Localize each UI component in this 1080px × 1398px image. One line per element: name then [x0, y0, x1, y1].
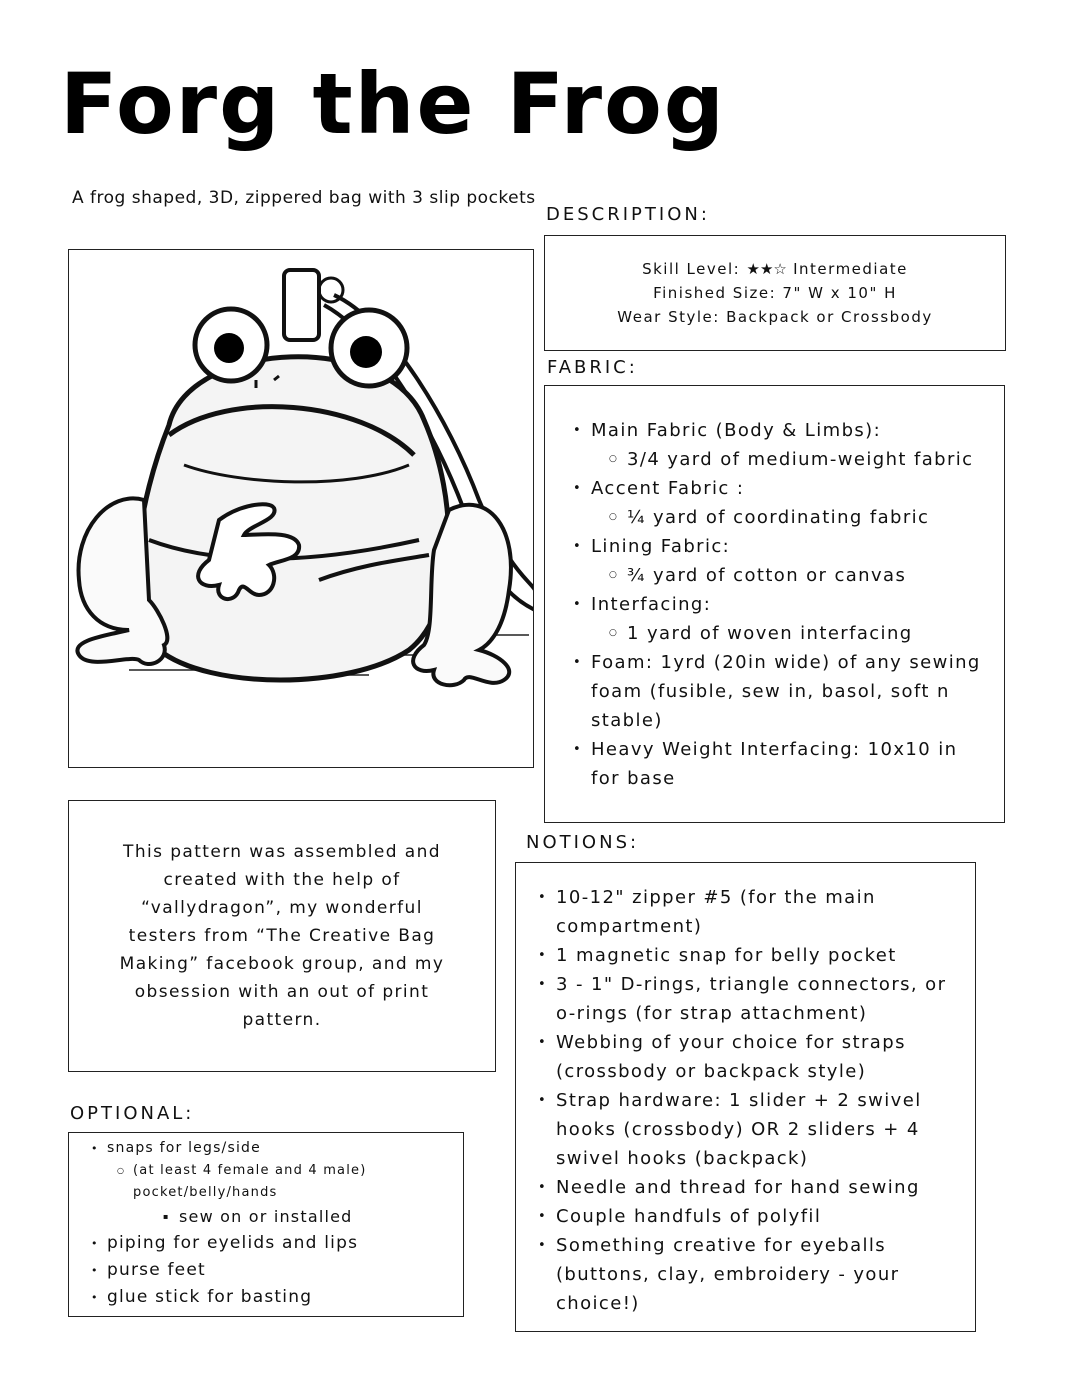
- notion-item: • Couple handfuls of polyfil: [536, 1202, 955, 1231]
- optional-box: [68, 1132, 464, 1317]
- fabric-list: [571, 416, 984, 793]
- subtitle: A frog shaped, 3D, zippered bag with 3 slip pockets: [72, 188, 536, 208]
- fabric-subitem: ○ 1 yard of woven interfacing: [571, 619, 984, 648]
- fabric-item: • Main Fabric (Body & Limbs):: [571, 416, 984, 445]
- fabric-item: • Lining Fabric:: [571, 532, 984, 561]
- notions-list: [536, 883, 955, 1318]
- optional-subsubitem: ▪ sew on or installed: [89, 1204, 453, 1230]
- fabric-box: [544, 385, 1005, 823]
- notion-item: • Webbing of your choice for straps (crossbody or backpack style): [536, 1028, 955, 1086]
- notions-box: [515, 862, 976, 1332]
- notions-heading: NOTIONS:: [526, 832, 640, 853]
- notion-item: • 10-12" zipper #5 (for the main compartment): [536, 883, 955, 941]
- optional-list: [89, 1137, 453, 1311]
- fabric-item: • Accent Fabric :: [571, 474, 984, 503]
- credit-box: [68, 800, 496, 1072]
- fabric-heading: FABRIC:: [547, 357, 638, 378]
- fabric-item: • Heavy Weight Interfacing: 10x10 in for base: [571, 735, 984, 793]
- page-title: Forg the Frog: [60, 55, 726, 153]
- frog-illustration: [68, 249, 534, 768]
- notion-item: • 1 magnetic snap for belly pocket: [536, 941, 955, 970]
- optional-subitem: ○ (at least 4 female and 4 male) pocket/belly/hands: [89, 1160, 453, 1204]
- optional-item: • snaps for legs/side: [89, 1137, 453, 1160]
- skill-text: Intermediate: [793, 260, 908, 278]
- skill-level: [642, 257, 908, 281]
- fabric-subitem: ○ ¼ yard of coordinating fabric: [571, 503, 984, 532]
- optional-heading: OPTIONAL:: [70, 1103, 195, 1124]
- notion-item: • Strap hardware: 1 slider + 2 swivel hooks (crossbody) OR 2 sliders + 4 swivel hooks (backpack): [536, 1086, 955, 1173]
- description-heading: DESCRIPTION:: [546, 204, 710, 225]
- fabric-item: • Interfacing:: [571, 590, 984, 619]
- credit-text: This pattern was assembled and created with the help of “vallydragon”, my wonderful testers from “The Creative Bag Making” facebook group, and my obsession with an out of print pattern.: [119, 842, 445, 1030]
- optional-item: • purse feet: [89, 1257, 453, 1284]
- fabric-subitem: ○ ¾ yard of cotton or canvas: [571, 561, 984, 590]
- description-box: [544, 235, 1006, 351]
- notion-item: • Needle and thread for hand sewing: [536, 1173, 955, 1202]
- optional-item: • piping for eyelids and lips: [89, 1230, 453, 1257]
- finished-size: Finished Size: 7" W x 10" H: [653, 284, 897, 302]
- frog-drawing: [69, 250, 534, 768]
- wear-style: Wear Style: Backpack or Crossbody: [617, 308, 933, 326]
- skill-stars-icon: ★★☆: [746, 260, 787, 278]
- fabric-subitem: ○ 3/4 yard of medium-weight fabric: [571, 445, 984, 474]
- skill-label: Skill Level:: [642, 260, 741, 278]
- notion-item: • 3 - 1" D-rings, triangle connectors, or o-rings (for strap attachment): [536, 970, 955, 1028]
- optional-item: • glue stick for basting: [89, 1284, 453, 1311]
- fabric-item: • Foam: 1yrd (20in wide) of any sewing foam (fusible, sew in, basol, soft n stable): [571, 648, 984, 735]
- notion-item: • Something creative for eyeballs (buttons, clay, embroidery - your choice!): [536, 1231, 955, 1318]
